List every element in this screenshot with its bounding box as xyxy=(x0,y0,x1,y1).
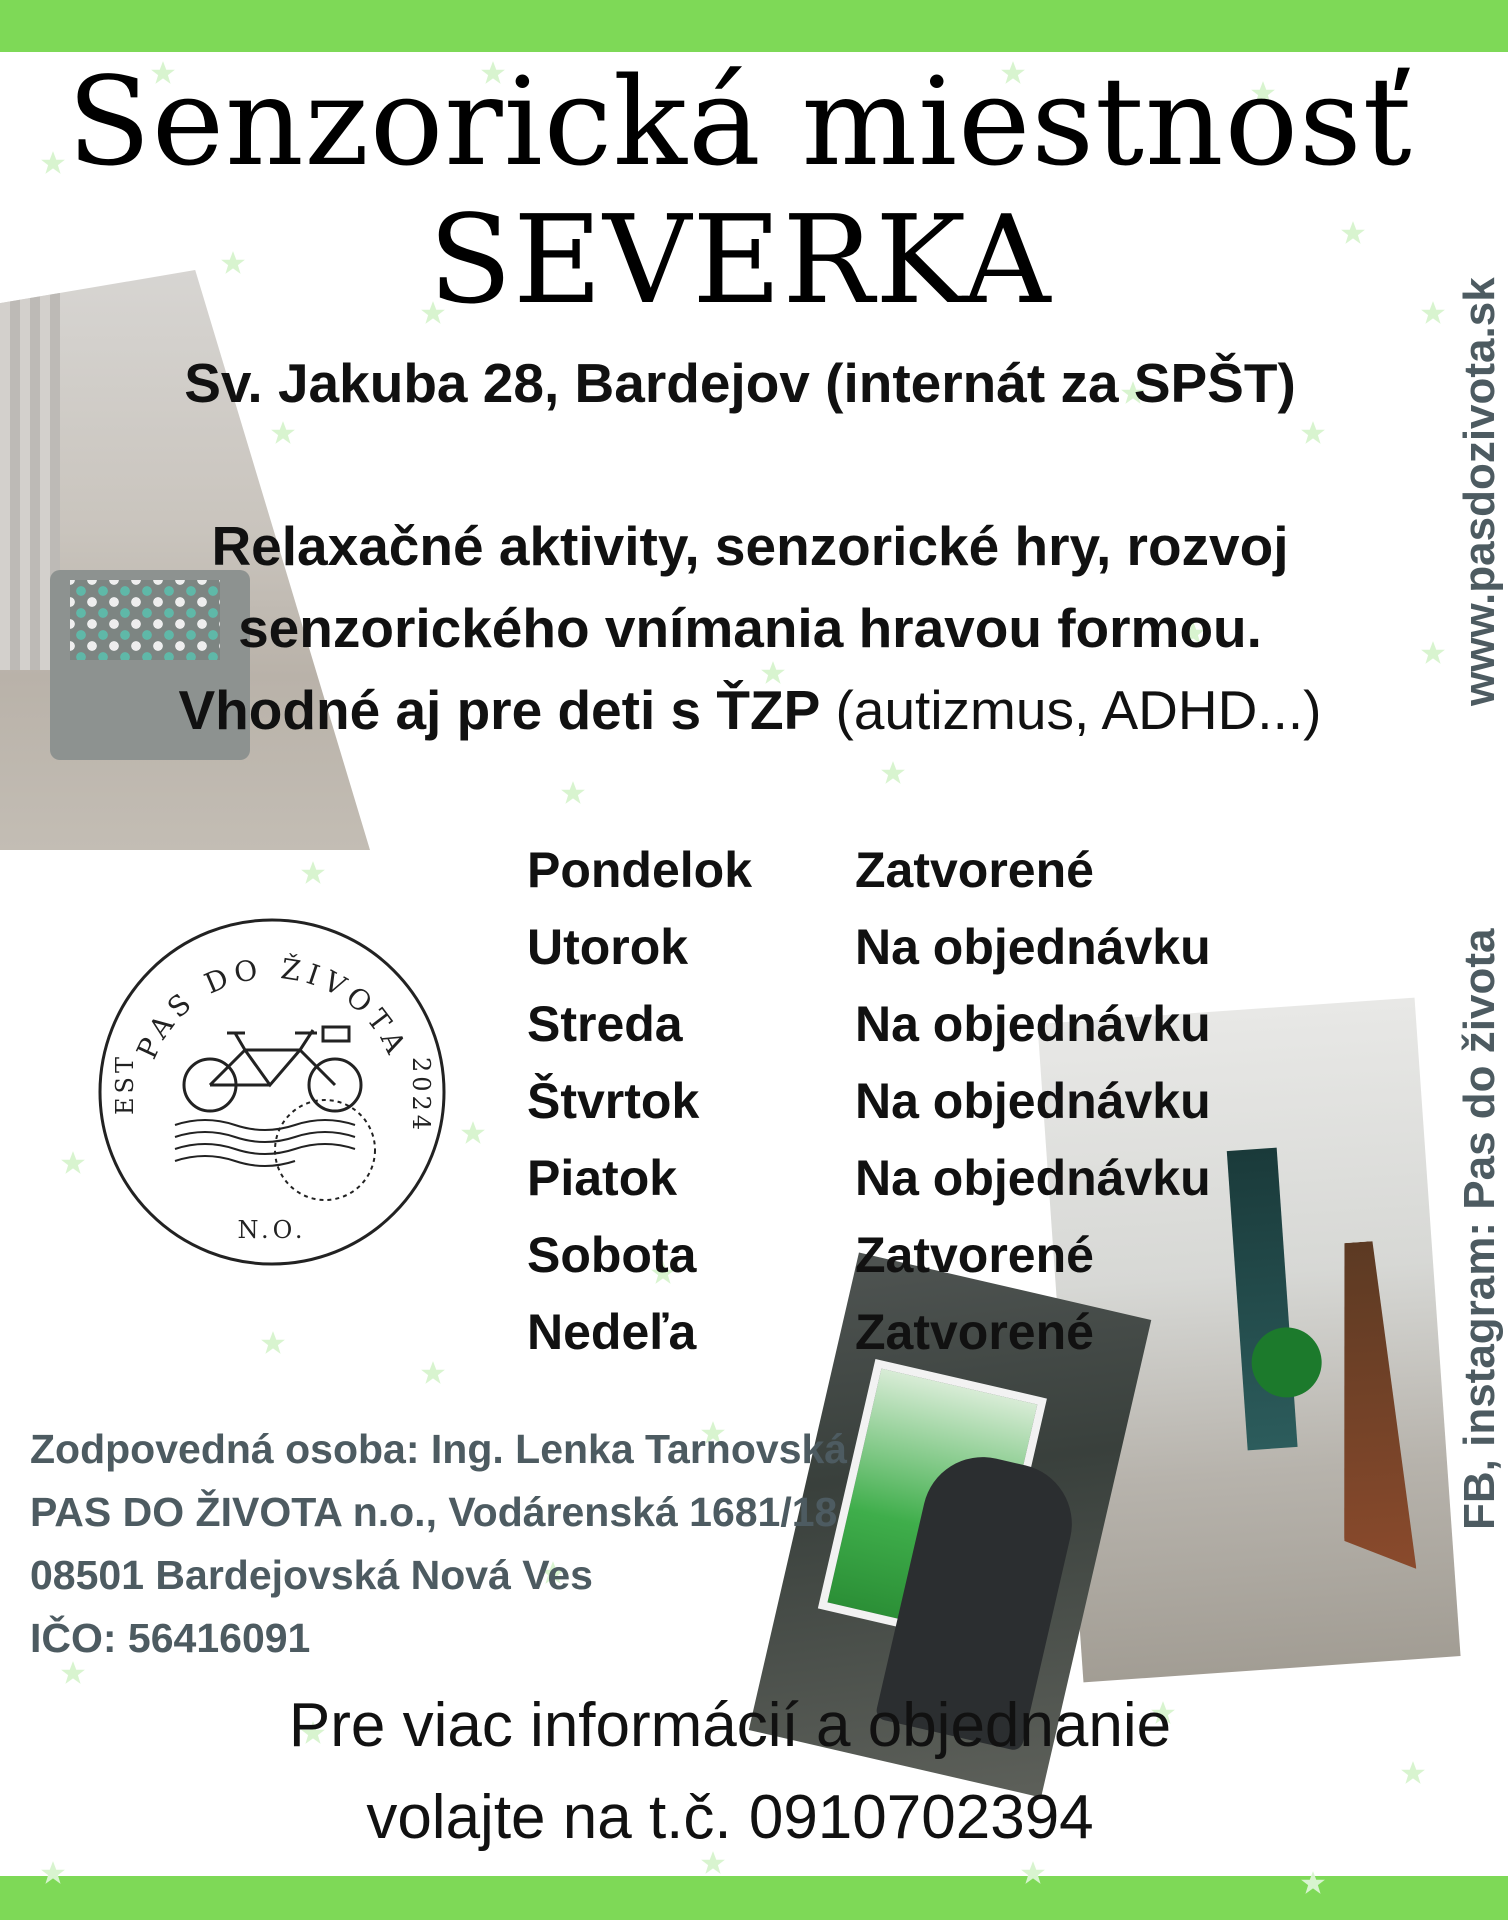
bubble-tube xyxy=(1227,1148,1298,1451)
organization-address: PAS DO ŽIVOTA n.o., Vodárenská 1681/18 xyxy=(30,1489,838,1535)
hammock xyxy=(1324,1240,1417,1574)
title-line-1: Senzorická miestnosť xyxy=(67,51,1413,193)
day-status: Na objednávku xyxy=(855,1150,1211,1206)
day-status: Zatvorené xyxy=(855,1227,1094,1283)
day-label: Štvrtok xyxy=(527,1073,700,1129)
schedule-row xyxy=(527,1063,1211,1140)
day-label: Nedeľa xyxy=(527,1304,697,1360)
footer-call-to-action xyxy=(100,1680,1360,1864)
star-icon xyxy=(1300,420,1326,446)
star-icon xyxy=(880,760,906,786)
description-line-1: Relaxačné aktivity, senzorické hry, rozvoj xyxy=(211,515,1289,577)
day-status: Zatvorené xyxy=(855,842,1094,898)
description-line-3-bold: Vhodné aj pre deti s ŤZP xyxy=(178,679,821,741)
day-status: Zatvorené xyxy=(855,1304,1094,1360)
day-label: Sobota xyxy=(527,1227,697,1283)
schedule-row xyxy=(527,1140,1211,1217)
website-link[interactable]: www.pasdozivota.sk xyxy=(1455,277,1504,706)
schedule-row xyxy=(527,909,1211,986)
ico-number: IČO: 56416091 xyxy=(30,1615,311,1661)
pas-do-zivota-logo xyxy=(95,915,450,1270)
footer-phone: volajte na t.č. 0910702394 xyxy=(366,1783,1094,1852)
schedule-row xyxy=(527,832,1211,909)
schedule-row xyxy=(527,1217,1211,1294)
bottom-accent-bar xyxy=(0,1876,1508,1920)
logo-seal xyxy=(95,915,450,1270)
city: 08501 Bardejovská Nová Ves xyxy=(30,1552,593,1598)
social-media-text: FB, instagram: Pas do života xyxy=(1455,928,1504,1530)
contact-block xyxy=(30,1418,847,1670)
description xyxy=(90,505,1410,751)
star-icon xyxy=(1400,1760,1426,1786)
address: Sv. Jakuba 28, Bardejov (internát za SPŠT) xyxy=(184,352,1296,414)
logo-right-text: 2024 xyxy=(407,1057,435,1135)
description-line-2: senzorického vnímania hravou formou. xyxy=(238,597,1262,659)
responsible-person: Zodpovedná osoba: Ing. Lenka Tarnovská xyxy=(30,1426,848,1472)
description-line-3 xyxy=(90,669,1410,751)
opening-hours xyxy=(527,832,1211,1371)
star-icon xyxy=(270,420,296,446)
day-label: Streda xyxy=(527,996,683,1052)
day-status: Na objednávku xyxy=(855,996,1211,1052)
day-label: Pondelok xyxy=(527,842,753,898)
schedule-row xyxy=(527,1294,1211,1371)
day-label: Piatok xyxy=(527,1150,678,1206)
description-line-3-normal: (autizmus, ADHD...) xyxy=(820,679,1322,741)
star-icon xyxy=(60,1150,86,1176)
star-icon xyxy=(1420,640,1446,666)
star-icon xyxy=(420,1360,446,1386)
star-icon xyxy=(460,1120,486,1146)
top-accent-bar xyxy=(0,0,1508,52)
day-label: Utorok xyxy=(527,919,689,975)
star-icon xyxy=(560,780,586,806)
logo-bottom-text: N.O. xyxy=(237,1216,307,1244)
star-icon xyxy=(1300,1870,1326,1896)
footer-line-1: Pre viac informácií a objednanie xyxy=(288,1691,1172,1760)
schedule-row xyxy=(527,986,1211,1063)
logo-left-text: EST xyxy=(111,1053,139,1115)
day-status: Na objednávku xyxy=(855,919,1211,975)
star-icon xyxy=(40,1860,66,1886)
day-status: Na objednávku xyxy=(855,1073,1211,1129)
star-icon xyxy=(300,860,326,886)
logo-top-text: PAS DO ŽIVOTA xyxy=(130,952,415,1064)
title-line-2: SEVERKA xyxy=(428,189,1052,331)
star-icon xyxy=(260,1330,286,1356)
